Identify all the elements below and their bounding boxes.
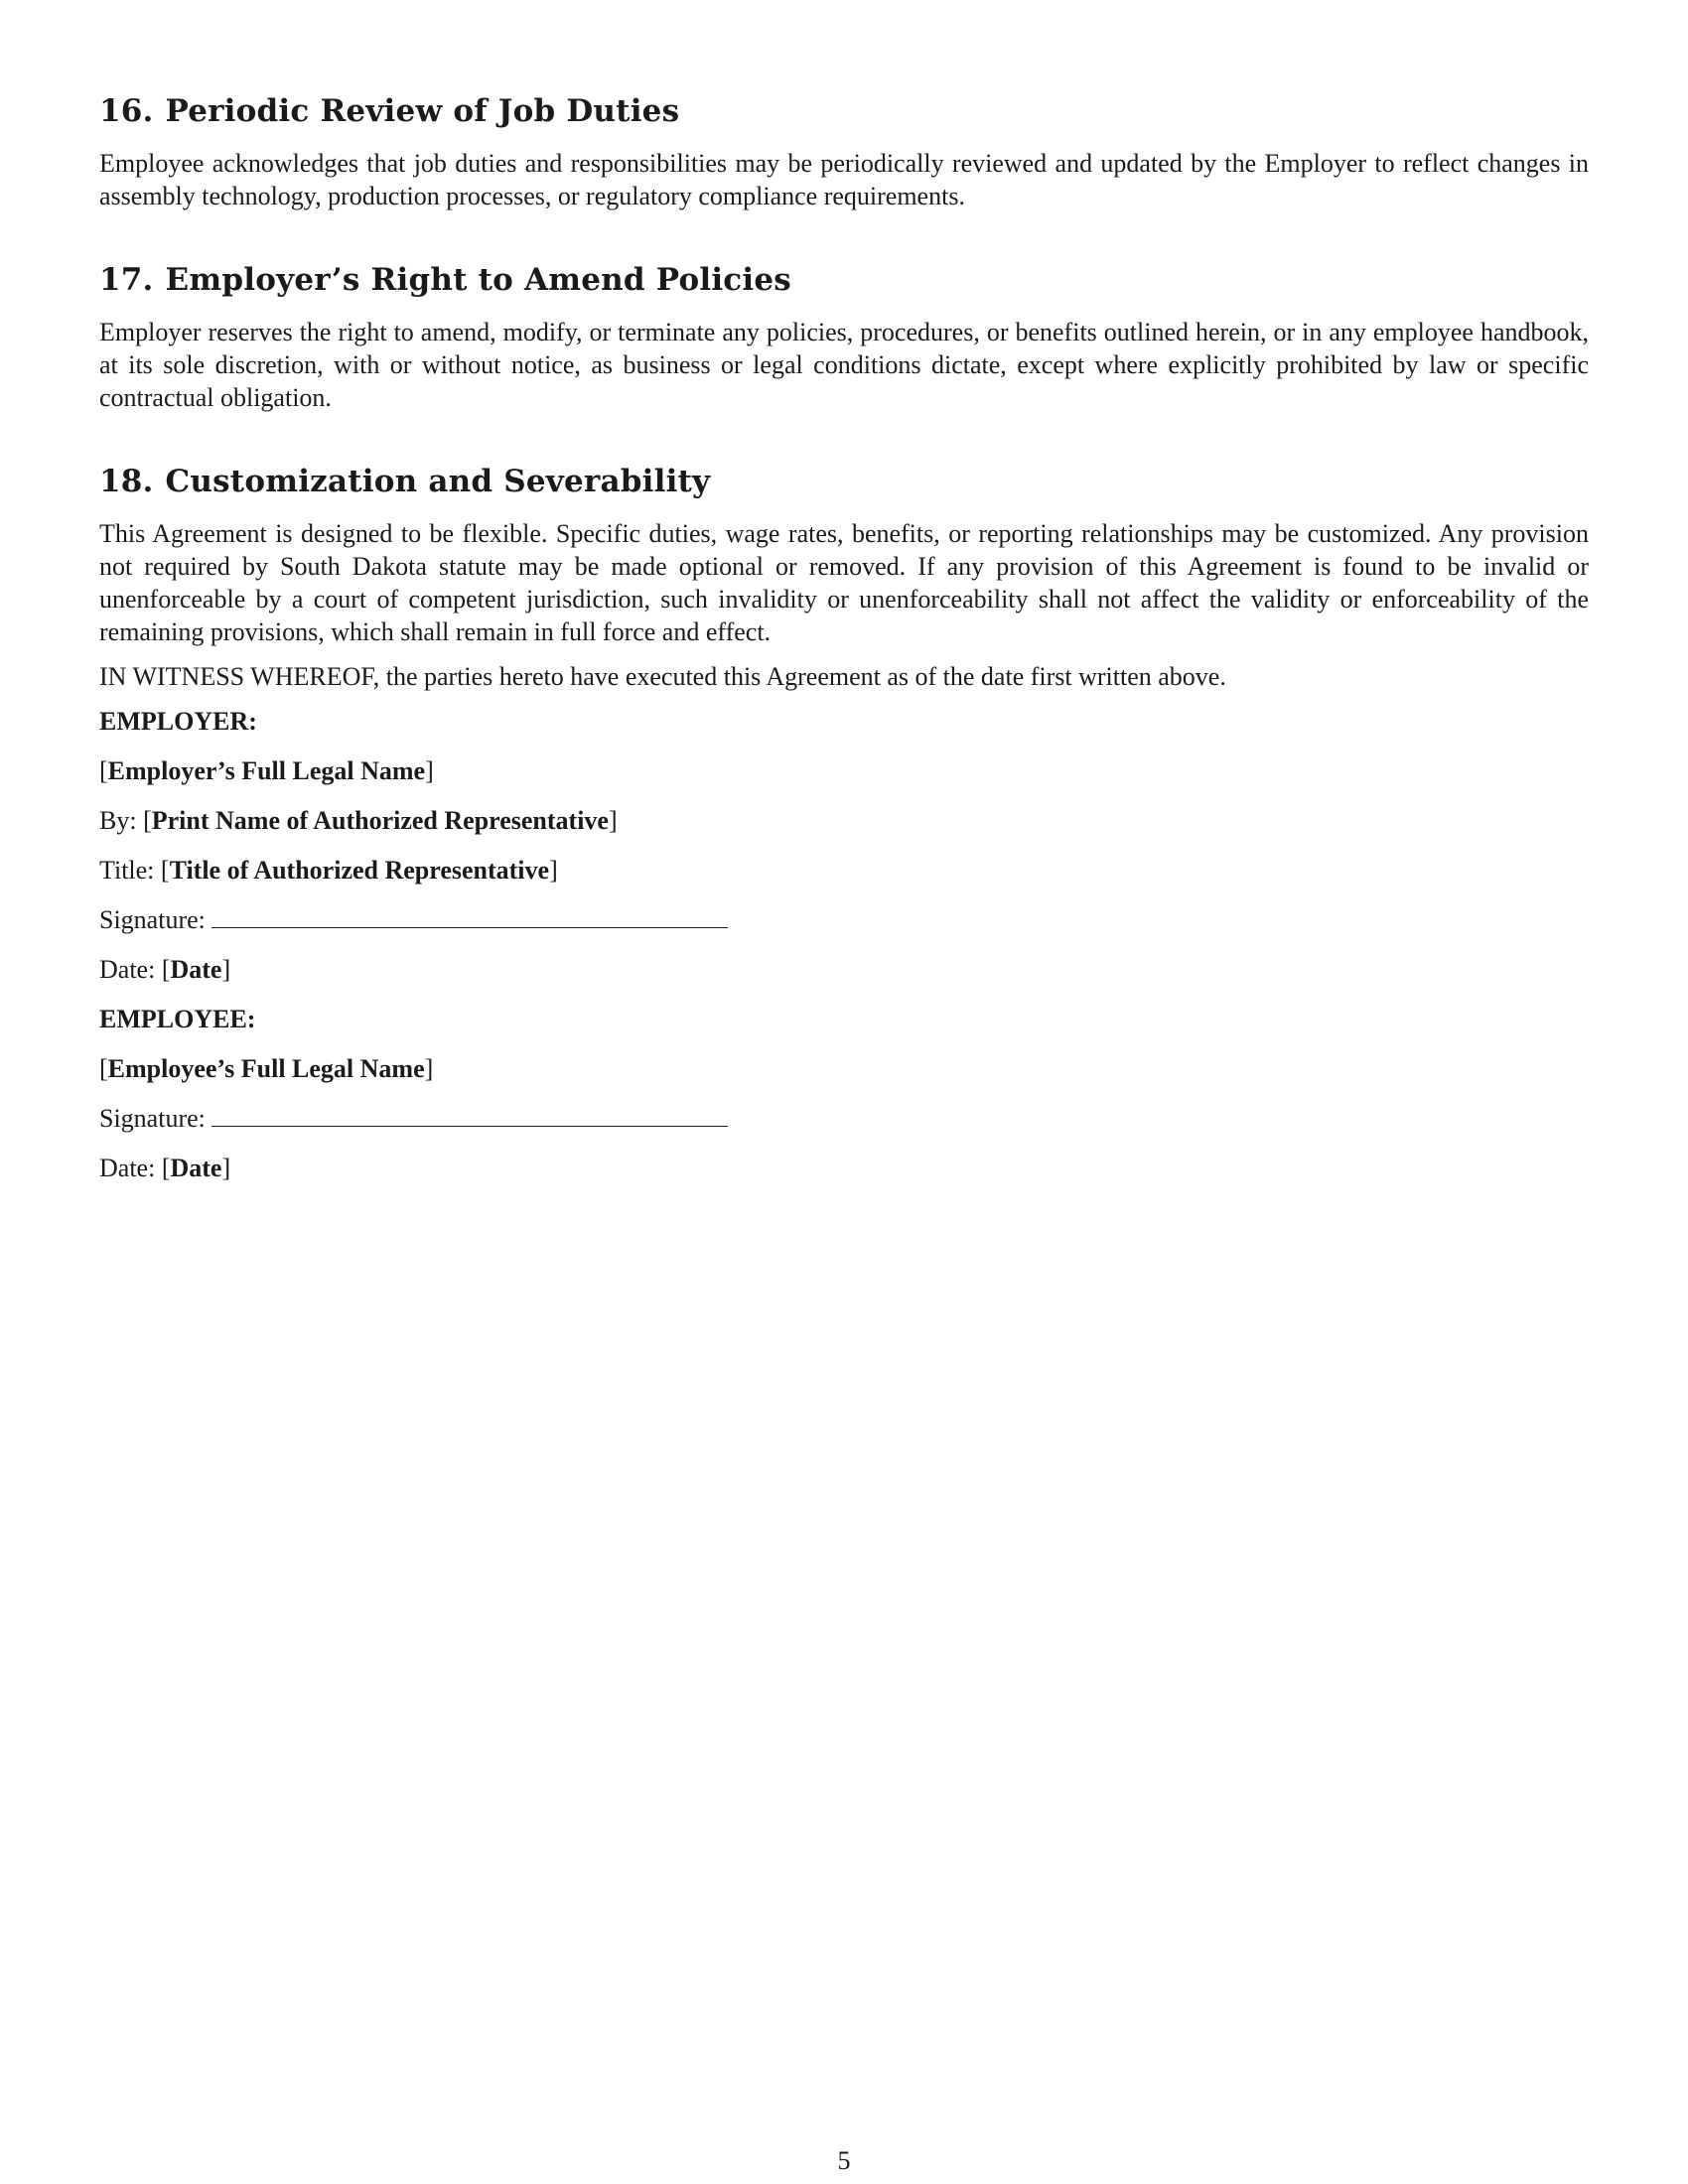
section-title: Periodic Review of Job Duties [165, 93, 680, 129]
title-label: Title: [99, 856, 155, 885]
employer-date-line: Date: [Date] [99, 955, 231, 984]
employer-title-line: Title: [Title of Authorized Representative] [99, 856, 558, 885]
witness-clause: IN WITNESS WHEREOF, the parties hereto have executed this Agreement as of the date first written above. [99, 662, 1226, 691]
employee-name-placeholder: Employee’s Full Legal Name [107, 1054, 425, 1083]
by-label: By: [99, 806, 137, 835]
representative-title-placeholder: Title of Authorized Representative [169, 856, 550, 885]
date-label: Date: [99, 955, 156, 984]
document-page [99, 91, 1589, 1201]
section-number: 17. [99, 262, 154, 298]
employer-signature-field[interactable] [211, 903, 728, 928]
employer-signature-block [99, 705, 1589, 986]
employee-label: EMPLOYEE: [99, 1005, 256, 1033]
section-18 [99, 462, 1589, 648]
section-paragraph: Employer reserves the right to amend, modify, or terminate any policies, procedures, or benefits outlined herein, or in any employee handbook, at its sole discretion, with or without notice, as business or legal conditions dictate, except where explicitly prohibited by law or specific contractual obligation. [99, 318, 1589, 412]
signature-label: Signature: [99, 1104, 206, 1133]
section-title: Customization and Severability [165, 464, 711, 499]
employee-signature-field[interactable] [211, 1102, 728, 1127]
employee-signature-line [99, 1102, 1589, 1135]
employee-date-placeholder: Date [170, 1154, 222, 1182]
section-title: Employer’s Right to Amend Policies [165, 262, 791, 298]
employer-name-line: [Employer’s Full Legal Name] [99, 756, 434, 785]
employer-name-placeholder: Employer’s Full Legal Name [107, 756, 426, 785]
employee-signature-block [99, 1003, 1589, 1184]
section-number: 16. [99, 93, 154, 129]
section-heading [99, 260, 1589, 300]
employer-label: EMPLOYER: [99, 707, 257, 736]
representative-name-placeholder: Print Name of Authorized Representative [151, 806, 609, 835]
section-heading [99, 91, 1589, 131]
page-number: 5 [837, 2146, 851, 2175]
employer-date-placeholder: Date [170, 955, 222, 984]
section-number: 18. [99, 464, 154, 499]
employee-date-line: Date: [Date] [99, 1154, 231, 1182]
date-label: Date: [99, 1154, 156, 1182]
employer-by-line: By: [Print Name of Authorized Representative] [99, 806, 618, 835]
signature-label: Signature: [99, 905, 206, 934]
section-heading [99, 462, 1589, 501]
section-17 [99, 260, 1589, 414]
employer-signature-line [99, 903, 1589, 936]
section-paragraph: Employee acknowledges that job duties and responsibilities may be periodically reviewed and updated by the Employer to reflect changes in assembly technology, production processes, or regulatory compliance requirements. [99, 149, 1589, 210]
section-paragraph: This Agreement is designed to be flexible. Specific duties, wage rates, benefits, or reporting relationships may be customized. Any provision not required by South Dakota statute may be made optional or removed. If any provision of this Agreement is found to be invalid or unenforceable by a court of competent jurisdiction, such invalidity or unenforceability shall not affect the validity or enforceability of the remaining provisions, which shall remain in full force and effect. [99, 519, 1589, 646]
employee-name-line: [Employee’s Full Legal Name] [99, 1054, 434, 1083]
section-16 [99, 91, 1589, 212]
